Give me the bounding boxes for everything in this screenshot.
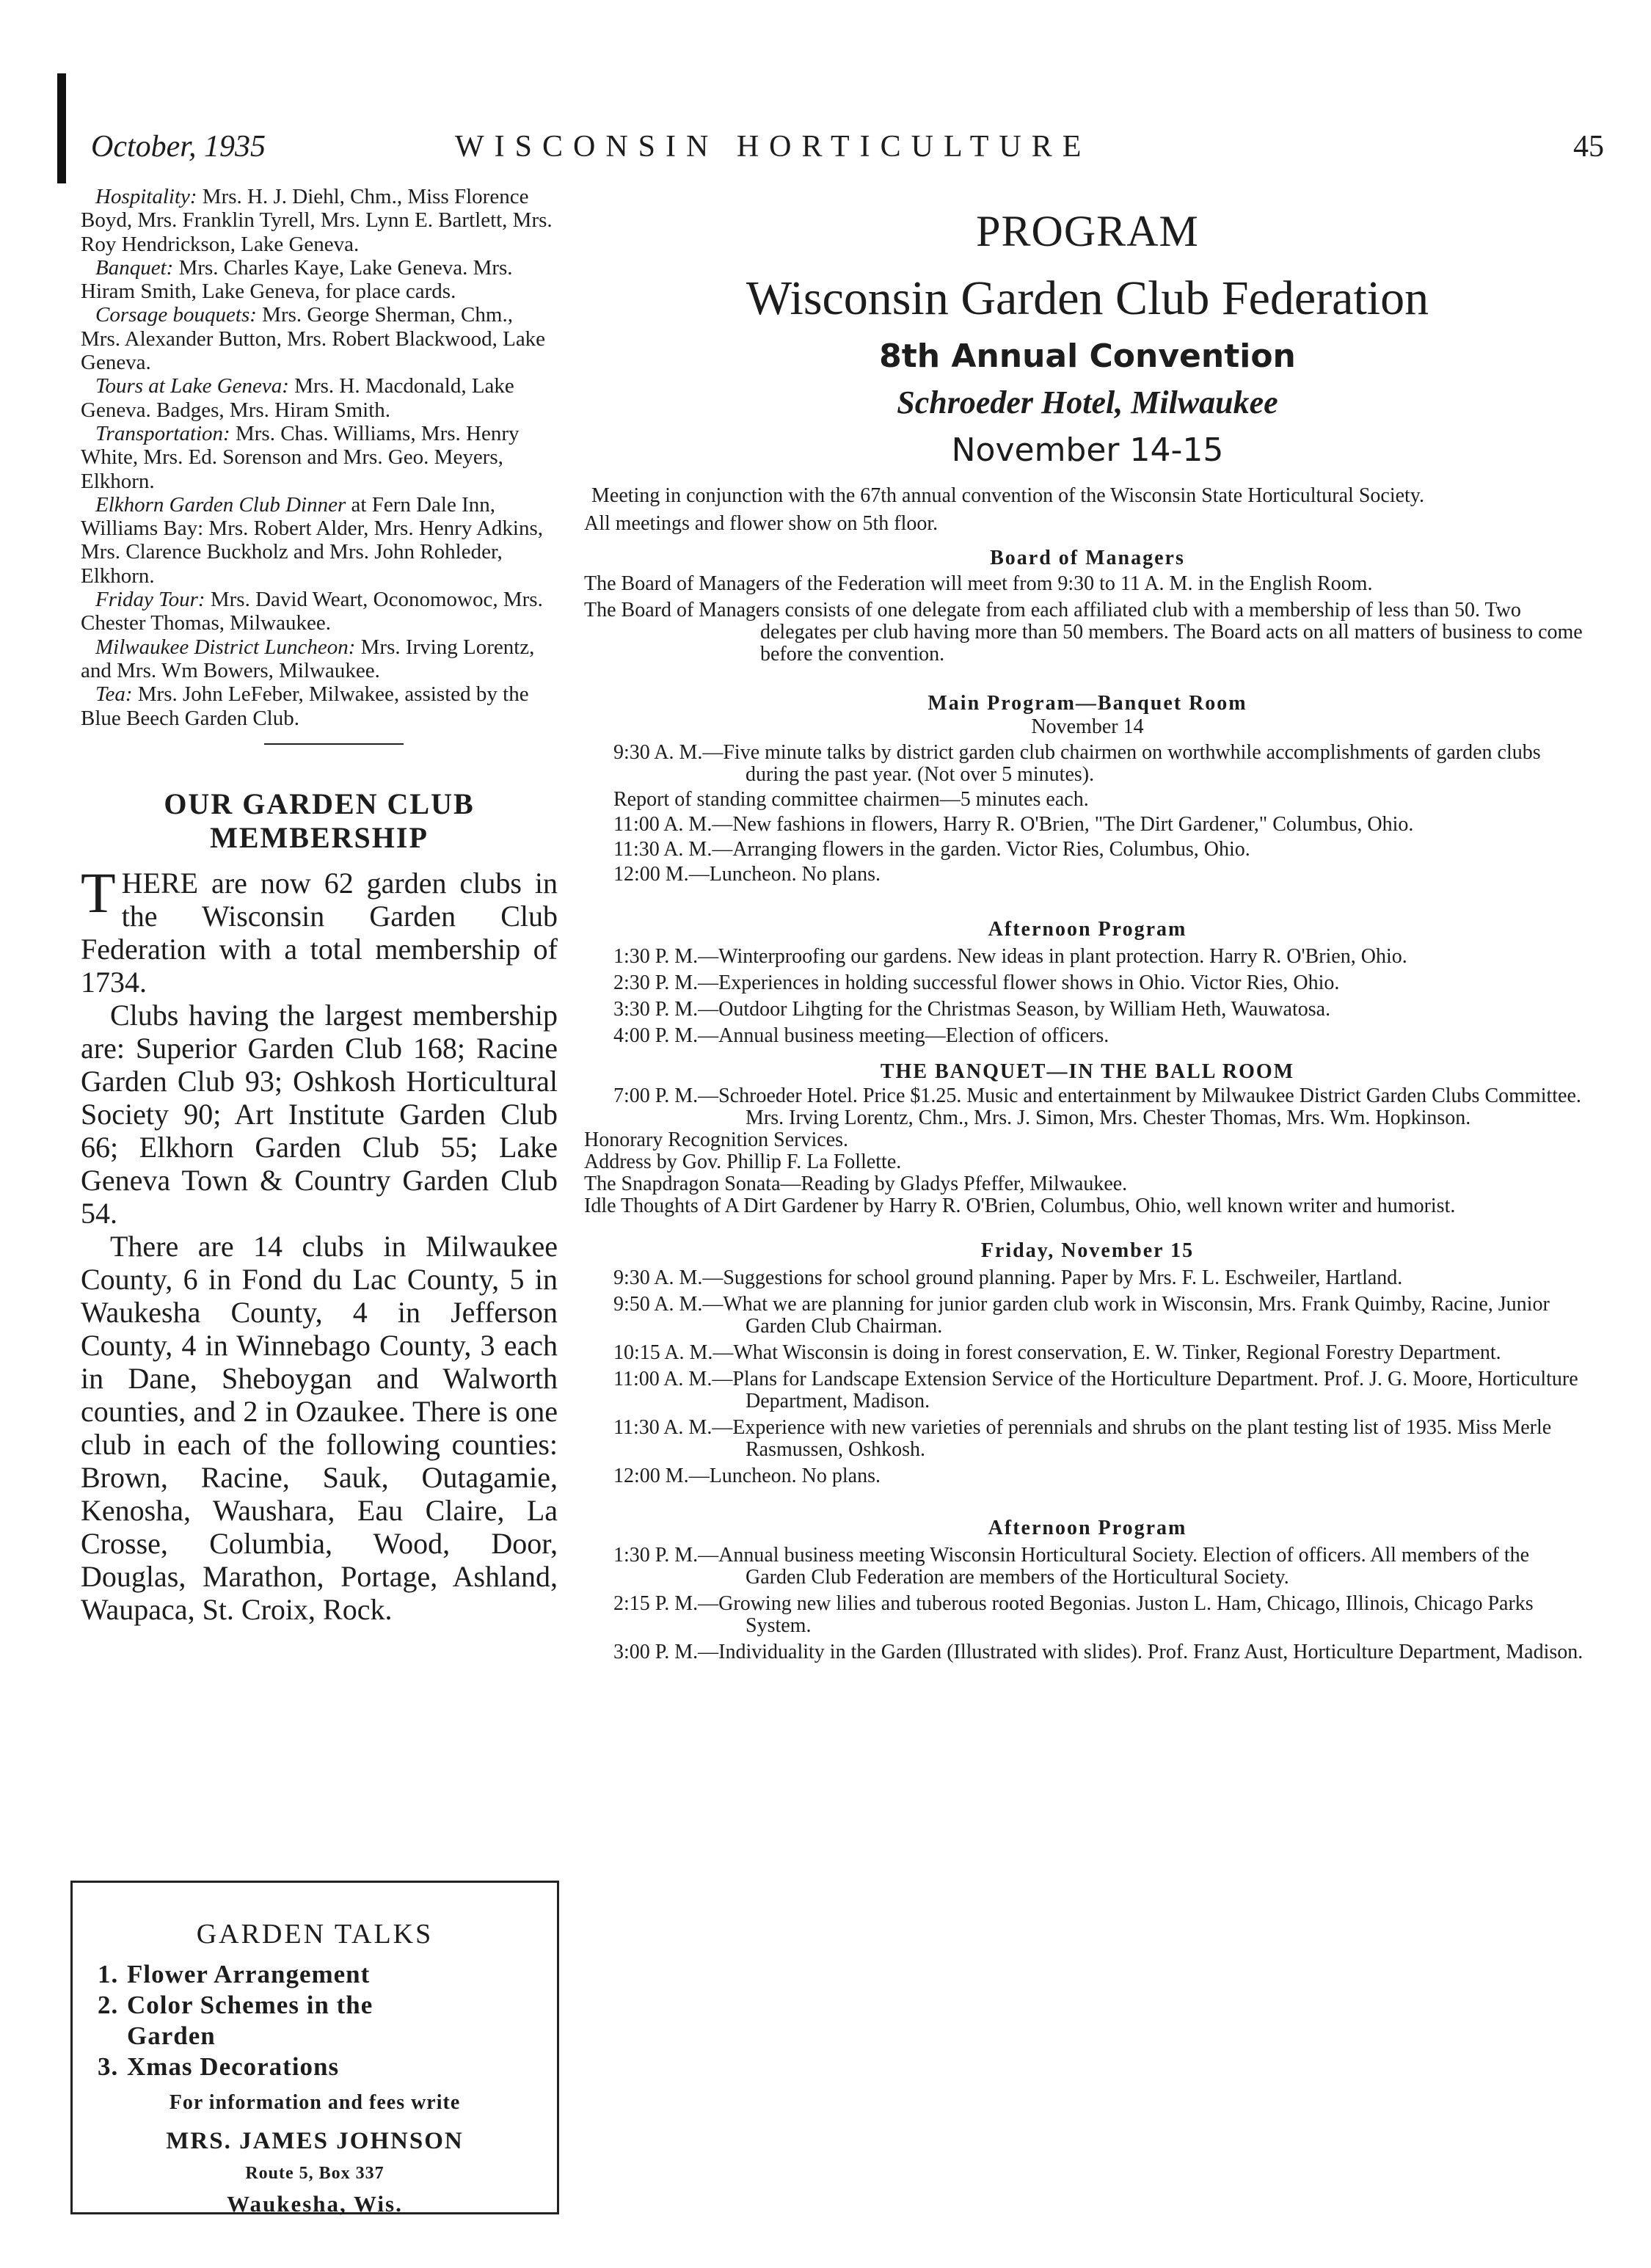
garden-talks-ad (70, 1881, 559, 2217)
entry-time: 2:30 P. M. (613, 971, 699, 994)
entry-time: 9:50 A. M. (613, 1293, 703, 1316)
membership-title-line2: MEMBERSHIP (210, 820, 429, 854)
program-intro: Meeting in conjunction with the 67th annual convention of the Wisconsin State Horticultural Society. (591, 484, 1424, 507)
schedule-entry (584, 839, 1591, 861)
committee-members: Mrs. Irving Lorentz, and Mrs. Wm Bowers, Milwaukee. (81, 635, 535, 682)
item-number: 2. (98, 1991, 119, 2019)
entry-text: —Winterproofing our gardens. New ideas in plant protection. Harry R. O'Brien, Ohio. (698, 945, 1407, 968)
section-heading: Afternoon Program (988, 918, 1187, 941)
committee-entry (81, 635, 558, 683)
entry-time: 12:00 M. (613, 863, 689, 886)
membership-title-line1: OUR GARDEN CLUB (164, 787, 475, 820)
membership-title (81, 787, 558, 855)
entry-text: —What we are planning for junior garden club work in Wisconsin, Mrs. Frank Quimby, Racine, Junior Garden Club Chairman. (702, 1293, 1550, 1338)
entry-text: —Experience with new varieties of perennials and shrubs on the plant testing list of 1935. Miss Merle Rasmussen, Oshkosh. (712, 1416, 1552, 1461)
committee-members: Mrs. Charles Kaye, Lake Geneva. Mrs. Hiram Smith, Lake Geneva, for place cards. (81, 255, 513, 304)
schedule-entry (584, 972, 1591, 994)
committee-label: Corsage bouquets: (95, 303, 257, 327)
committee-entry (81, 682, 558, 730)
hotel-name: Schroeder Hotel, Milwaukee (897, 384, 1278, 420)
entry-text: —Outdoor Lihgting for the Christmas Season, by William Heth, Wauwatosa. (698, 998, 1331, 1021)
convention-title: 8th Annual Convention (879, 338, 1296, 375)
committee-members: Mrs. John LeFeber, Milwakee, assisted by the Blue Beech Garden Club. (81, 682, 529, 730)
entry-text: —Schroeder Hotel. Price $1.25. Music and entertainment by Milwaukee District Garden Clubs Committee. Mrs. Irving Lorentz, Chm., Mrs. J. Simon, Mrs. Chester Thomas, Mrs. Wm. Hopkinson. (698, 1084, 1581, 1129)
federation-title: Wisconsin Garden Club Federation (746, 271, 1429, 325)
membership-para-1 (81, 860, 558, 999)
left-column (81, 185, 558, 1626)
drop-cap: T (81, 860, 116, 925)
entry-text: —Arranging flowers in the garden. Victor Ries, Columbus, Ohio. (712, 838, 1250, 861)
entry-text: —Experiences in holding successful flower shows in Ohio. Victor Ries, Ohio. (698, 971, 1340, 994)
committee-members: at Fern Dale Inn, Williams Bay: Mrs. Robert Alder, Mrs. Henry Adkins, Mrs. Clarence Buckholz and Mrs. John Rohleder, Elkhorn. (81, 492, 543, 588)
section-heading: Afternoon Program (988, 1517, 1187, 1539)
committee-label: Transportation: (95, 421, 230, 445)
entry-text: —Annual business meeting Wisconsin Horticultural Society. Election of officers. All members of the Garden Club Federation are members of the Horticultural Society. (698, 1544, 1530, 1589)
committee-members: Mrs. David Weart, Oconomowoc, Mrs. Chester Thomas, Milwaukee. (81, 588, 543, 635)
entry-time: 7:00 P. M. (613, 1084, 699, 1107)
membership-para-3: There are 14 clubs in Milwaukee County, 6 in Fond du Lac County, 5 in Waukesha County, 4 in Jefferson County, 4 in Winnebago County, 3 each in Dane, Sheboygan and Walworth counties, and 2 in Ozaukee. There is one club in each of the following counties: Brown, Racine, Sauk, Outagamie, Kenosha, Waushara, Eau Claire, La Crosse, Columbia, Wood, Door, Douglas, Marathon, Portage, Ashland, Waupaca, St. Croix, Rock. (81, 1229, 558, 1626)
program-title: PROGRAM (976, 207, 1199, 255)
schedule-entry (584, 742, 1591, 786)
program-schedule (584, 485, 1591, 1663)
schedule-entry (584, 814, 1591, 836)
schedule-entry (584, 1368, 1591, 1412)
entry-time: 9:30 A. M. (613, 741, 703, 764)
section-heading: Friday, November 15 (980, 1239, 1195, 1262)
board-composition: The Board of Managers consists of one delegate from each affiliated club with a membership of less than 50. Two delegates per club having more than 50 members. The Board acts on all matters of business to come before the convention. (584, 599, 1583, 666)
committee-label: Friday Tour: (95, 588, 205, 612)
item-text: Color Schemes in the (127, 1991, 373, 2019)
committee-list (81, 185, 558, 730)
committee-label: Hospitality: (95, 185, 197, 208)
committee-entry (81, 374, 558, 422)
entry-time: 1:30 P. M. (613, 1544, 699, 1567)
committee-label: Banquet: (95, 255, 174, 280)
schedule-entry (584, 1267, 1591, 1289)
list-item-continued: Garden (127, 2021, 216, 2050)
entry-time: 10:15 A. M. (613, 1341, 713, 1364)
banquet-line: The Snapdragon Sonata—Reading by Gladys Pfeffer, Milwaukee. (584, 1173, 1128, 1195)
entry-text: —What Wisconsin is doing in forest conservation, E. W. Tinker, Regional Forestry Department. (712, 1341, 1501, 1364)
section-heading: THE BANQUET—IN THE BALL ROOM (880, 1060, 1295, 1083)
entry-time: 9:30 A. M. (613, 1266, 703, 1289)
schedule-entry (584, 1294, 1591, 1338)
committee-label: Milwaukee District Luncheon: (95, 635, 356, 659)
entry-time: 11:30 A. M. (613, 1416, 712, 1439)
right-column (584, 205, 1591, 1663)
entry-text: —Individuality in the Garden (Illustrated with slides). Prof. Franz Aust, Horticulture Department, Madison. (698, 1641, 1583, 1663)
schedule-entry (584, 789, 1591, 811)
committee-entry (81, 256, 558, 304)
issue-date: October, 1935 (91, 130, 266, 164)
schedule-entry (584, 1465, 1591, 1487)
banquet-line: Address by Gov. Phillip F. La Follette. (584, 1151, 902, 1173)
list-item (98, 1959, 535, 1990)
entry-time: 2:15 P. M. (613, 1592, 699, 1615)
entry-text: —Luncheon. No plans. (688, 1465, 881, 1487)
committee-label: Elkhorn Garden Club Dinner (95, 492, 346, 517)
entry-text: Report of standing committee chairmen—5 minutes each. (613, 788, 1089, 811)
entry-time: 3:30 P. M. (613, 998, 699, 1021)
program-location: All meetings and flower show on 5th floor. (584, 512, 939, 535)
contact-name: MRS. JAMES JOHNSON (166, 2128, 464, 2154)
item-number: 3. (98, 2052, 119, 2081)
entry-time: 11:00 A. M. (613, 1368, 712, 1390)
list-item (98, 1990, 535, 2021)
entry-text: —Suggestions for school ground planning. Paper by Mrs. F. L. Eschweiler, Hartland. (702, 1266, 1403, 1289)
entry-time: 11:30 A. M. (613, 838, 712, 861)
committee-members: Mrs. George Sherman, Chm., Mrs. Alexander Button, Mrs. Robert Blackwood, Lake Geneva. (81, 303, 546, 375)
entry-text: —Annual business meeting—Election of officers. (698, 1024, 1109, 1047)
entry-text: —New fashions in flowers, Harry R. O'Brien, "The Dirt Gardener," Columbus, Ohio. (712, 813, 1414, 836)
talks-info: For information and fees write (169, 2091, 461, 2114)
committee-entry (81, 493, 558, 588)
schedule-entry (584, 864, 1591, 886)
committee-entry (81, 303, 558, 374)
entry-text: —Plans for Landscape Extension Service of the Horticulture Department. Prof. J. G. Moore, Horticulture Department, Madison. (712, 1368, 1578, 1412)
contact-address: Route 5, Box 337 (245, 2164, 384, 2183)
section-heading: Board of Managers (990, 547, 1185, 569)
committee-members: Mrs. H. Macdonald, Lake Geneva. Badges, Mrs. Hiram Smith. (81, 374, 514, 422)
schedule-entry (584, 999, 1591, 1021)
schedule-entry (584, 1641, 1591, 1663)
section-heading: Main Program—Banquet Room (927, 692, 1247, 715)
committee-label: Tea: (95, 682, 133, 707)
committee-label: Tours at Lake Geneva: (95, 374, 289, 398)
committee-members: Mrs. Chas. Williams, Mrs. Henry White, Mrs. Ed. Sorenson and Mrs. Geo. Meyers, Elkhorn. (81, 421, 520, 493)
entry-time: 11:00 A. M. (613, 813, 712, 836)
talks-list (73, 1959, 557, 2082)
entry-time: 1:30 P. M. (613, 945, 699, 968)
membership-para-2: Clubs having the largest membership are: Superior Garden Club 168; Racine Garden Club 93; Oshkosh Horticultural Society 90; Art Institute Garden Club 66; Elkhorn Garden Club 55; Lake Geneva Town & Country Garden Club 54. (81, 998, 558, 1230)
entry-time: 4:00 P. M. (613, 1024, 699, 1047)
section-date: November 14 (1031, 715, 1144, 738)
entry-text: —Luncheon. No plans. (688, 863, 881, 886)
membership-para-1-text: HERE are now 62 garden clubs in the Wisconsin Garden Club Federation with a total membership of 1734. (81, 866, 558, 999)
entry-text: —Five minute talks by district garden club chairmen on worthwhile accomplishments of garden clubs during the past year. (Not over 5 minutes). (702, 741, 1541, 786)
committee-entry (81, 185, 558, 256)
item-text: Xmas Decorations (127, 2052, 340, 2081)
entry-text: —Growing new lilies and tuberous rooted Begonias. Juston L. Ham, Chicago, Illinois, Chicago Parks System. (698, 1592, 1534, 1637)
membership-article (81, 860, 558, 1626)
schedule-entry (584, 946, 1591, 968)
board-meeting: The Board of Managers of the Federation will meet from 9:30 to 11 A. M. in the English Room. (584, 572, 1373, 595)
schedule-entry (584, 1342, 1591, 1364)
journal-title: WISCONSIN HORTICULTURE (455, 130, 1092, 164)
committee-members: Mrs. H. J. Diehl, Chm., Miss Florence Boyd, Mrs. Franklin Tyrell, Mrs. Lynn E. Bartlett, Mrs. Roy Hendrickson, Lake Geneva. (81, 185, 553, 256)
talks-title: GARDEN TALKS (196, 1919, 434, 1950)
list-item (98, 2052, 535, 2082)
schedule-entry (584, 1417, 1591, 1461)
entry-time: 3:00 P. M. (613, 1641, 699, 1663)
schedule-entry (584, 1025, 1591, 1047)
banquet-line: Honorary Recognition Services. (584, 1128, 849, 1151)
entry-time: 12:00 M. (613, 1465, 689, 1487)
section-divider (264, 743, 404, 745)
margin-bar (57, 73, 66, 183)
contact-town: Waukesha, Wis. (227, 2191, 403, 2217)
banquet-line: Idle Thoughts of A Dirt Gardener by Harry R. O'Brien, Columbus, Ohio, well known writer and humorist. (584, 1195, 1456, 1217)
page-number: 45 (1573, 130, 1604, 164)
schedule-entry (584, 1085, 1591, 1129)
schedule-entry (584, 1545, 1591, 1589)
convention-dates: November 14-15 (951, 431, 1224, 469)
item-text: Flower Arrangement (127, 1960, 371, 1988)
committee-entry (81, 422, 558, 493)
schedule-entry (584, 1593, 1591, 1637)
item-number: 1. (98, 1960, 119, 1988)
committee-entry (81, 588, 558, 635)
